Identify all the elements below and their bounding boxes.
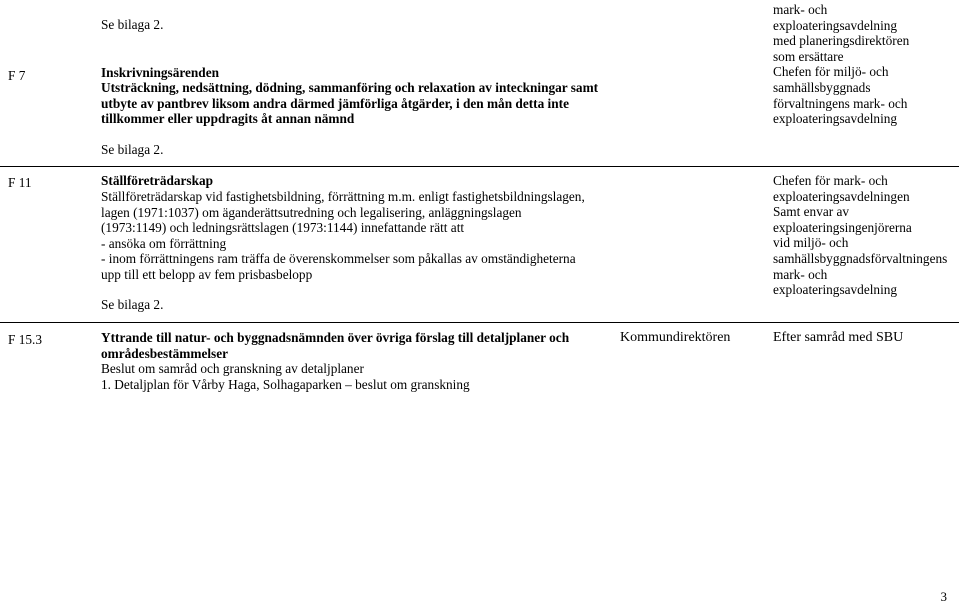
f11-id: F 11: [8, 175, 32, 190]
f7-desc-line: Utsträckning, nedsättning, dödning, sammanföring och relaxation av inteckningar samt: [101, 80, 599, 95]
f153-note: Efter samråd med SBU: [773, 330, 904, 345]
f153-id: F 15.3: [8, 332, 42, 347]
f153-description: [101, 361, 470, 392]
f153-title-line: områdesbestämmelser: [101, 345, 229, 361]
f153-title-line: Yttrande till natur- och byggnadsnämnden över övriga förslag till detaljplaner och: [101, 330, 570, 345]
f11-delegat-line: exploateringsingenjörerna: [773, 219, 912, 235]
f11-description: [101, 189, 585, 283]
f7-desc-line: utbyte av pantbrev liksom andra därmed jämförliga åtgärder, i den mån detta inte: [101, 95, 569, 111]
f7-delegat-line: exploateringsavdelning: [773, 111, 898, 127]
f7-delegat-line: mark- och: [773, 2, 828, 17]
f153-desc-line: Beslut om samråd och granskning av detaljplaner: [101, 361, 364, 376]
f11-delegat-line: Samt envar av: [773, 204, 850, 220]
f7-delegat: [773, 2, 909, 127]
f153-delegat: Kommundirektören: [620, 330, 731, 345]
f11-delegat-line: vid miljö- och: [773, 235, 849, 251]
f7-bilaga-bottom: Se bilaga 2.: [101, 142, 164, 157]
f11-desc-line: upp till ett belopp av fem prisbasbelopp: [101, 266, 313, 282]
f7-id: F 7: [8, 68, 26, 83]
f11-delegat-line: Chefen för mark- och: [773, 173, 888, 188]
f7-title: Inskrivningsärenden: [101, 65, 219, 80]
f7-delegat-line: med planeringsdirektören: [773, 33, 910, 49]
f11-title: Ställföreträdarskap: [101, 173, 214, 188]
f11-desc-line: (1973:1149) och ledningsrättslagen (1973:1144) innefattande rätt att: [101, 220, 465, 236]
f11-delegat-line: samhällsbyggnadsförvaltningens: [773, 250, 948, 266]
f11-desc-line: Ställföreträdarskap vid fastighetsbildning, förrättning m.m. enligt fastighetsbildningslagen,: [101, 189, 585, 204]
f153-title: [101, 330, 569, 361]
f7-bilaga-top: Se bilaga 2.: [101, 17, 164, 32]
f11-delegat-line: exploateringsavdelningen: [773, 188, 910, 204]
f11-desc-line: - inom förrättningens ram träffa de överenskommelser som påkallas av omständigheterna: [101, 251, 576, 267]
f11-delegat-line: exploateringsavdelning: [773, 282, 898, 298]
f7-delegat-line: som ersättare: [773, 48, 844, 64]
f11-delegat: [773, 173, 947, 298]
f11-bilaga: Se bilaga 2.: [101, 297, 164, 312]
f7-delegat-line: samhällsbyggnads: [773, 79, 871, 95]
f7-desc-line: tillkommer eller uppdragits åt annan nämnd: [101, 111, 355, 127]
page-number: 3: [940, 589, 947, 605]
f7-delegat-line: exploateringsavdelning: [773, 17, 898, 33]
f7-delegat-line: förvaltningens mark- och: [773, 95, 908, 111]
f11-desc-line: lagen (1971:1037) om äganderättsutredning och legalisering, anläggningslagen: [101, 204, 522, 220]
f11-desc-line: - ansöka om förrättning: [101, 235, 227, 251]
row-divider: [0, 322, 959, 323]
f11-delegat-line: mark- och: [773, 266, 828, 282]
f7-delegat-line: Chefen för miljö- och: [773, 64, 889, 80]
row-divider: [0, 166, 959, 167]
f7-description: [101, 80, 598, 127]
f153-desc-line: 1. Detaljplan för Vårby Haga, Solhagaparken – beslut om granskning: [101, 376, 470, 392]
